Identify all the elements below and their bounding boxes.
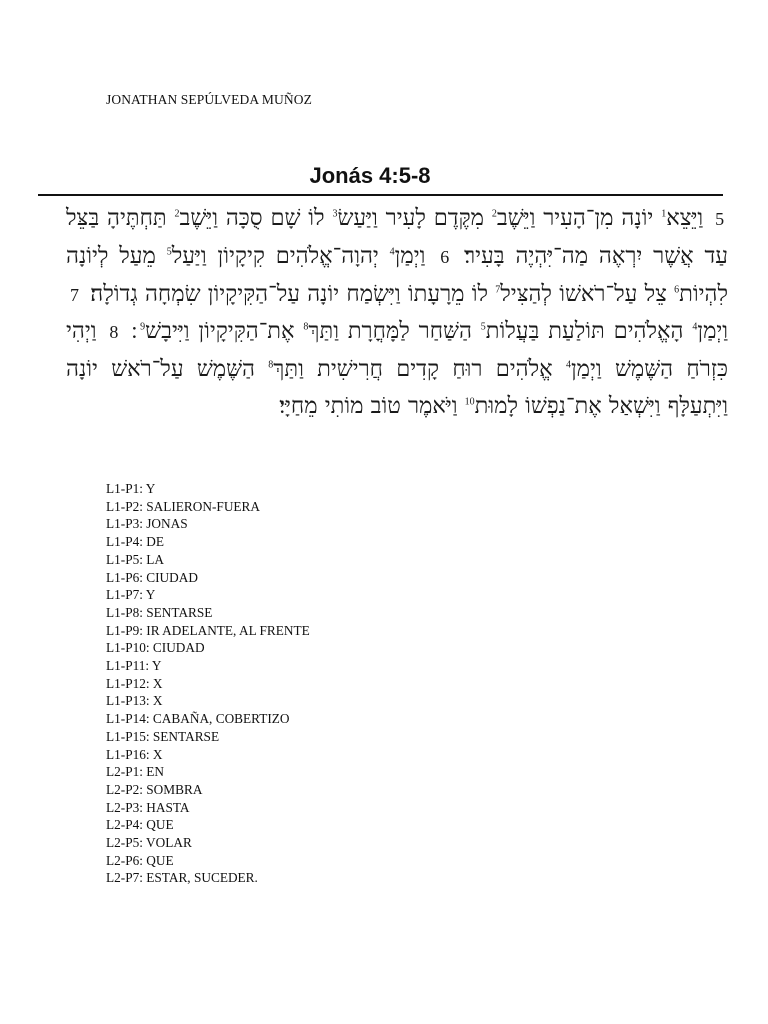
hebrew-word-group: מֵעַל לְיוֹנָה לִהְיוֹת [66, 242, 729, 307]
gloss-item: L1-P7: Y [106, 587, 156, 603]
gloss-item: L1-P15: SENTARSE [106, 728, 220, 744]
hebrew-word-group: הַשֶּׁמֶשׁ עַל־רֹאשׁ יוֹנָה וַיִּתְעַלָּף וַיִּשְׁאַל אֶת־נַפְשׁוֹ לָמוּת [66, 356, 728, 419]
passage-title [0, 163, 768, 189]
verse-number: 7 [70, 284, 79, 305]
footnote-marker: 9 [140, 321, 146, 333]
gloss-item: L2-P2: SOMBRA [106, 781, 203, 797]
footnote-marker: 4 [692, 321, 698, 333]
author-name: JONATHAN SEPÚLVEDA MUÑOZ [106, 92, 312, 107]
gloss-item: L2-P1: EN [106, 764, 164, 780]
hebrew-passage [66, 200, 728, 425]
verse-number: 8 [109, 322, 119, 343]
gloss-item: L1-P5: LA [106, 551, 164, 567]
gloss-item: L1-P12: X [106, 675, 163, 691]
hebrew-word-group: וַיֹּאמֶר טוֹב מוֹתִי מֵחַיָּי׃ [279, 392, 458, 419]
gloss-item: L1-P8: SENTARSE [106, 604, 213, 620]
hebrew-word-group: הָאֱלֹהִים תּוֹלַעַת בַּעֲלוֹת [485, 318, 684, 345]
hebrew-word-group: צֵל עַל־רֹאשׁוֹ לְהַצִּיל [500, 280, 667, 307]
hebrew-word-group: וַיְמַן [394, 242, 426, 269]
hebrew-word-group: מִקֶּדֶם לָעִיר וַיַּעַשׂ [337, 205, 485, 231]
gloss-item: L1-P16: X [106, 746, 163, 762]
passage-title-text: Jonás 4:5-8 [309, 163, 431, 188]
hebrew-word-group: יְהוָה־אֱלֹהִים קִיקָיוֹן וַיַּעַל [171, 242, 379, 269]
footnote-marker: 4 [565, 359, 571, 371]
footnote-marker: 8 [303, 321, 309, 333]
gloss-list [106, 480, 310, 887]
gloss-item: L1-P1: Y [106, 481, 156, 496]
gloss-item: L1-P9: IR ADELANTE, AL FRENTE [106, 622, 310, 638]
gloss-item: L1-P6: CIUDAD [106, 569, 198, 585]
hebrew-word-group: הַשַּׁחַר לַמָּחֳרָת וַתַּךְ [308, 318, 472, 345]
gloss-item: L1-P11: Y [106, 658, 162, 674]
gloss-item: L1-P14: CABAÑA, COBERTIZO [106, 711, 290, 727]
hebrew-word-group: אֱלֹהִים רוּחַ קָדִים חֲרִישִׁית וַתַּךְ [273, 356, 553, 383]
footnote-marker: 5 [480, 321, 486, 333]
footnote-marker: 3 [332, 208, 338, 220]
verse-number: 6 [440, 246, 450, 267]
gloss-item: L2-P4: QUE [106, 817, 174, 833]
hebrew-word-group: תַּחְתֶּיהָ בַּצֵּל עַד אֲשֶׁר יִרְאֶה מַה־יִּהְיֶה בָּעִיר׃ [66, 205, 729, 269]
footnote-marker: 8 [268, 359, 274, 371]
gloss-item: L2-P6: QUE [106, 852, 174, 868]
footnote-marker: 2 [174, 208, 180, 220]
footnote-marker: 2 [491, 208, 497, 220]
gloss-item: L1-P2: SALIERON-FUERA [106, 498, 261, 514]
hebrew-word-group: לוֹ שָׁם סֻכָּה וַיֵּשֶׁב [179, 205, 325, 231]
hebrew-word-group: וַיְמַן [697, 318, 729, 345]
gloss-item: L2-P3: HASTA [106, 799, 190, 815]
footnote-marker: 1 [661, 208, 667, 220]
gloss-item: L2-P7: ESTAR, SUCEDER. [106, 870, 258, 886]
footnote-marker: 4 [389, 246, 395, 258]
verse-number: 5 [715, 209, 725, 229]
title-divider [38, 194, 723, 196]
footnote-marker: 10 [464, 396, 475, 408]
hebrew-word-group: וַיְהִי כִּזְרֹחַ הַשֶּׁמֶשׁ וַיְמַן [66, 318, 729, 383]
hebrew-word-group: אֶת־הַקִּיקָיוֹן וַיִּיבָשׁ [145, 318, 295, 345]
hebrew-word-group: לוֹ מֵרָעָתוֹ וַיִּשְׂמַח יוֹנָה עַל־הַקִּיקָיוֹן שִׂמְחָה גְדוֹלָה׃ [90, 280, 489, 307]
footnote-marker: 7 [495, 284, 501, 296]
gloss-item: L1-P13: X [106, 693, 163, 709]
gloss-item: L1-P10: CIUDAD [106, 640, 205, 656]
hebrew-word-group: יוֹנָה מִן־הָעִיר וַיֵּשֶׁב [496, 205, 654, 231]
gloss-item: L1-P4: DE [106, 534, 164, 550]
gloss-item: L1-P3: JONAS [106, 516, 188, 532]
gloss-item: L2-P5: VOLAR [106, 835, 192, 851]
footnote-marker: 6 [674, 284, 680, 296]
footnote-marker: 5 [166, 246, 172, 258]
hebrew-word-group: וַיֵּצֵא [666, 205, 704, 231]
